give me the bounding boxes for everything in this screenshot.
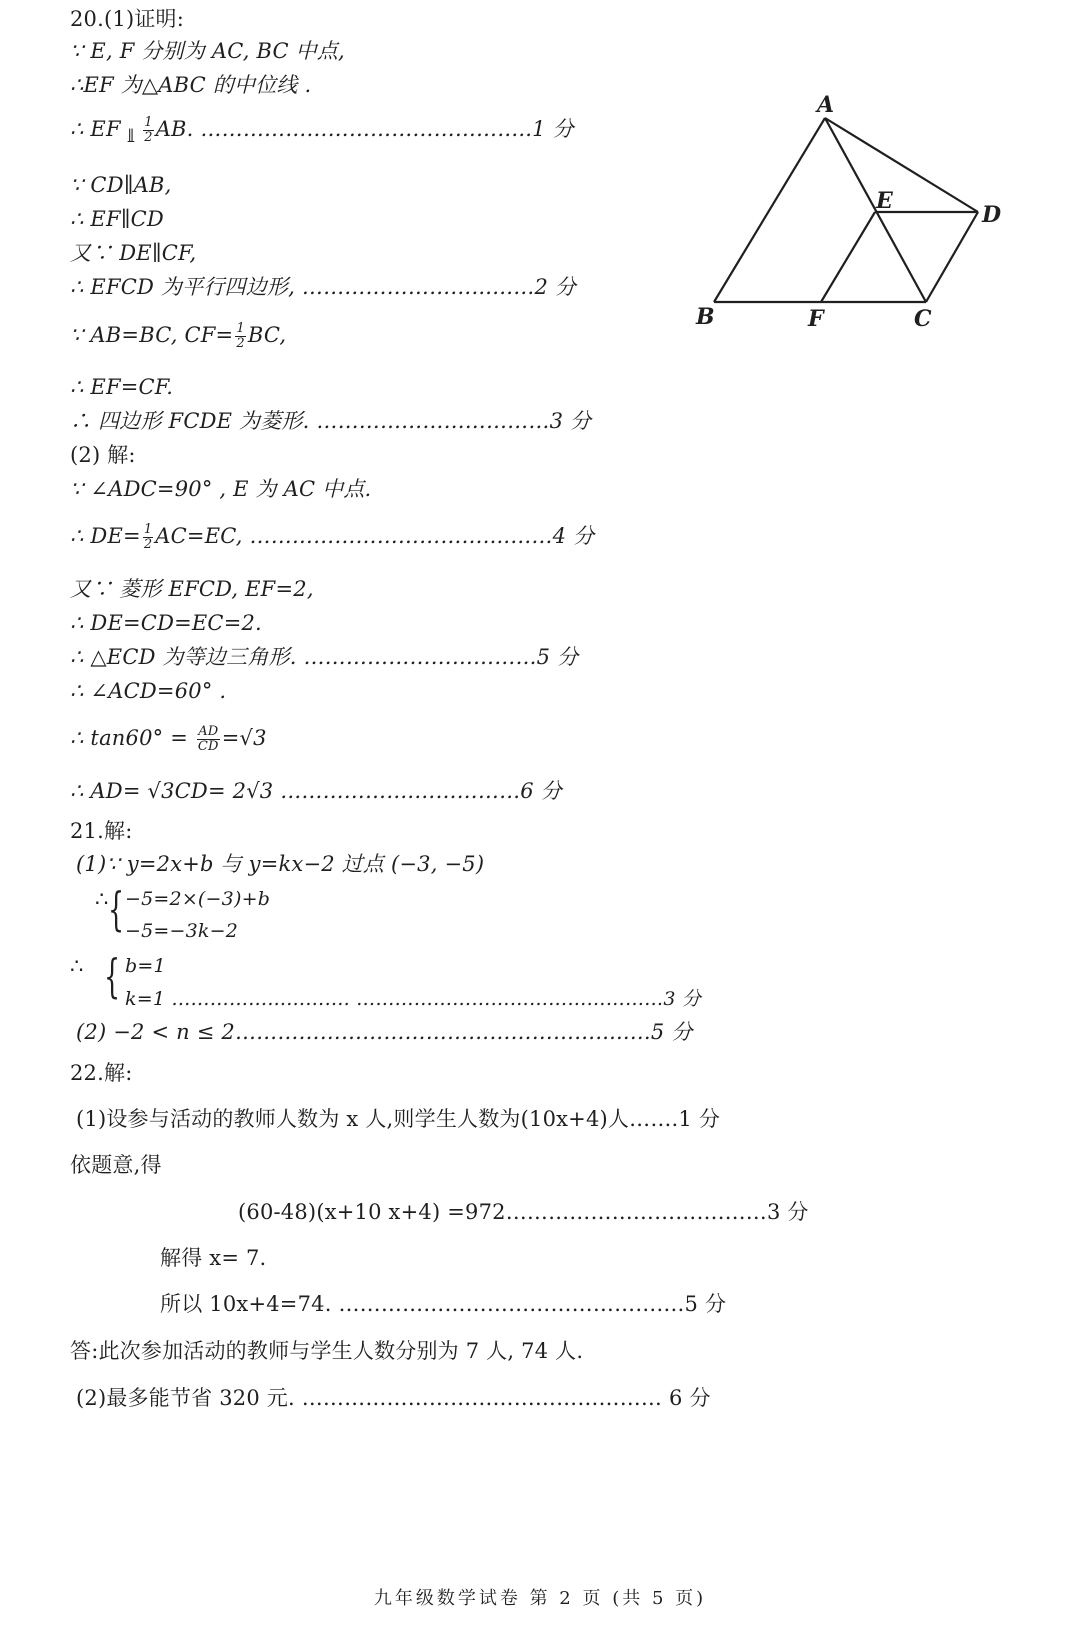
fraction-numerator: 1 [144, 115, 153, 130]
fraction-one-half [143, 116, 153, 145]
q20-line-8-end: BC, [247, 323, 287, 347]
q22-line-2: 依题意,得 [70, 1153, 162, 1177]
q21-heading: 21.解: [70, 819, 133, 843]
label-e: E [876, 188, 893, 214]
q22-solution: 解得 x= 7. [160, 1246, 267, 1270]
q20-line-8 [70, 322, 286, 351]
label-b: B [696, 304, 715, 330]
q20-line-8-start: ∵ AB=BC, CF= [70, 323, 234, 347]
q21-therefore-2: ∴ [70, 954, 84, 978]
label-d: D [982, 202, 1002, 228]
q21-line-2: (2) −2 < n ≤ 2…………………………………………….....…5 分 [76, 1020, 693, 1044]
q21-system-2-eq-2: k=1 ……………...………. …………………………………………3 分 [125, 988, 702, 1010]
q22-line-1: (1)设参与活动的教师人数为 x 人,则学生人数为(10x+4)人…….1 分 [76, 1107, 721, 1131]
q22-answer: 答:此次参加活动的教师与学生人数分别为 7 人, 74 人. [70, 1339, 584, 1363]
q20-line-3-start: ∴ EF [70, 117, 121, 141]
geometry-figure [690, 90, 1030, 340]
fraction-numerator: AD [198, 724, 219, 739]
segment-ad [825, 118, 978, 212]
q20-line-4: ∵ CD∥AB, [70, 173, 172, 197]
q21-line-1: (1)∵ y=2x+b 与 y=kx−2 过点 (−3, −5) [76, 852, 485, 876]
q20-line-13 [70, 523, 594, 552]
segment-ef [821, 212, 875, 302]
page-footer: 九年级数学试卷 第 2 页 (共 5 页) [373, 1588, 707, 1609]
q20-line-18-end: =√3 [221, 726, 267, 750]
label-a: A [817, 92, 835, 118]
q20-heading: 20.(1)证明: [70, 7, 185, 31]
q20-line-17: ∴ ∠ACD=60° . [70, 679, 227, 703]
q20-line-3 [70, 116, 574, 149]
q20-line-9: ∴ EF=CF. [70, 375, 174, 399]
q21-system-1-eq-1: −5=2×(−3)+b [125, 888, 271, 910]
q22-part-2: (2)最多能节省 320 元. …………………………………………… 6 分 [76, 1386, 711, 1410]
q20-line-6: 又∵ DE∥CF, [70, 241, 197, 265]
q22-result: 所以 10x+4=74. ……………………………………….…5 分 [160, 1292, 727, 1316]
q21-system-1-eq-2: −5=−3k−2 [125, 920, 239, 942]
label-f: F [808, 306, 824, 332]
q20-line-18 [70, 725, 267, 754]
fraction-ad-over-cd [197, 725, 220, 754]
q20-line-16: ∴ △ECD 为等边三角形. ……………………………5 分 [70, 645, 579, 669]
fraction-one-half [143, 523, 153, 552]
q20-line-15: ∴ DE=CD=EC=2. [70, 611, 262, 635]
q20-line-10: ∴ 四边形 FCDE 为菱形. ……………………………3 分 [70, 409, 592, 433]
label-c: C [914, 306, 932, 332]
q20-line-18-start: ∴ tan60° = [70, 726, 189, 750]
q22-heading: 22.解: [70, 1061, 133, 1085]
q20-line-19: ∴ AD= √3CD= 2√3 ……………….……………6 分 [70, 779, 562, 803]
q20-line-12: ∵ ∠ADC=90° , E 为 AC 中点. [70, 477, 372, 501]
q20-line-2: ∴EF 为△ABC 的中位线 . [70, 73, 312, 97]
q20-line-3-end: AB. ………………………………………..1 分 [155, 117, 574, 141]
q22-equation: (60-48)(x+10 x+4) =972………………………….……3 分 [238, 1200, 809, 1224]
fraction-denominator: 2 [143, 537, 153, 552]
q21-system-2-eq-1: b=1 [125, 955, 166, 977]
fraction-numerator: 1 [143, 522, 153, 537]
fraction-denominator: 2 [144, 130, 153, 145]
q20-part-2-heading: (2) 解: [70, 443, 136, 467]
q20-line-5: ∴ EF∥CD [70, 207, 164, 231]
fraction-denominator: CD [197, 739, 219, 754]
q20-line-7: ∴ EFCD 为平行四边形, ……………………...……2 分 [70, 275, 577, 299]
q20-line-14: 又∵ 菱形 EFCD, EF=2, [70, 577, 314, 601]
segment-ab [714, 118, 825, 302]
parallel-equal-symbol: ∥ [127, 128, 135, 144]
segment-dc [926, 212, 978, 302]
fraction-one-half [235, 322, 245, 351]
left-brace-1: { [108, 882, 125, 936]
q20-line-13-start: ∴ DE= [70, 524, 141, 548]
q20-line-13-end: AC=EC, ……………………………....……4 分 [155, 524, 595, 548]
q21-therefore-1: ∴ [95, 887, 109, 911]
fraction-denominator: 2 [236, 336, 245, 351]
left-brace-2: { [104, 949, 121, 1003]
fraction-numerator: 1 [236, 321, 245, 336]
q20-line-1: ∵ E, F 分别为 AC, BC 中点, [70, 39, 345, 63]
